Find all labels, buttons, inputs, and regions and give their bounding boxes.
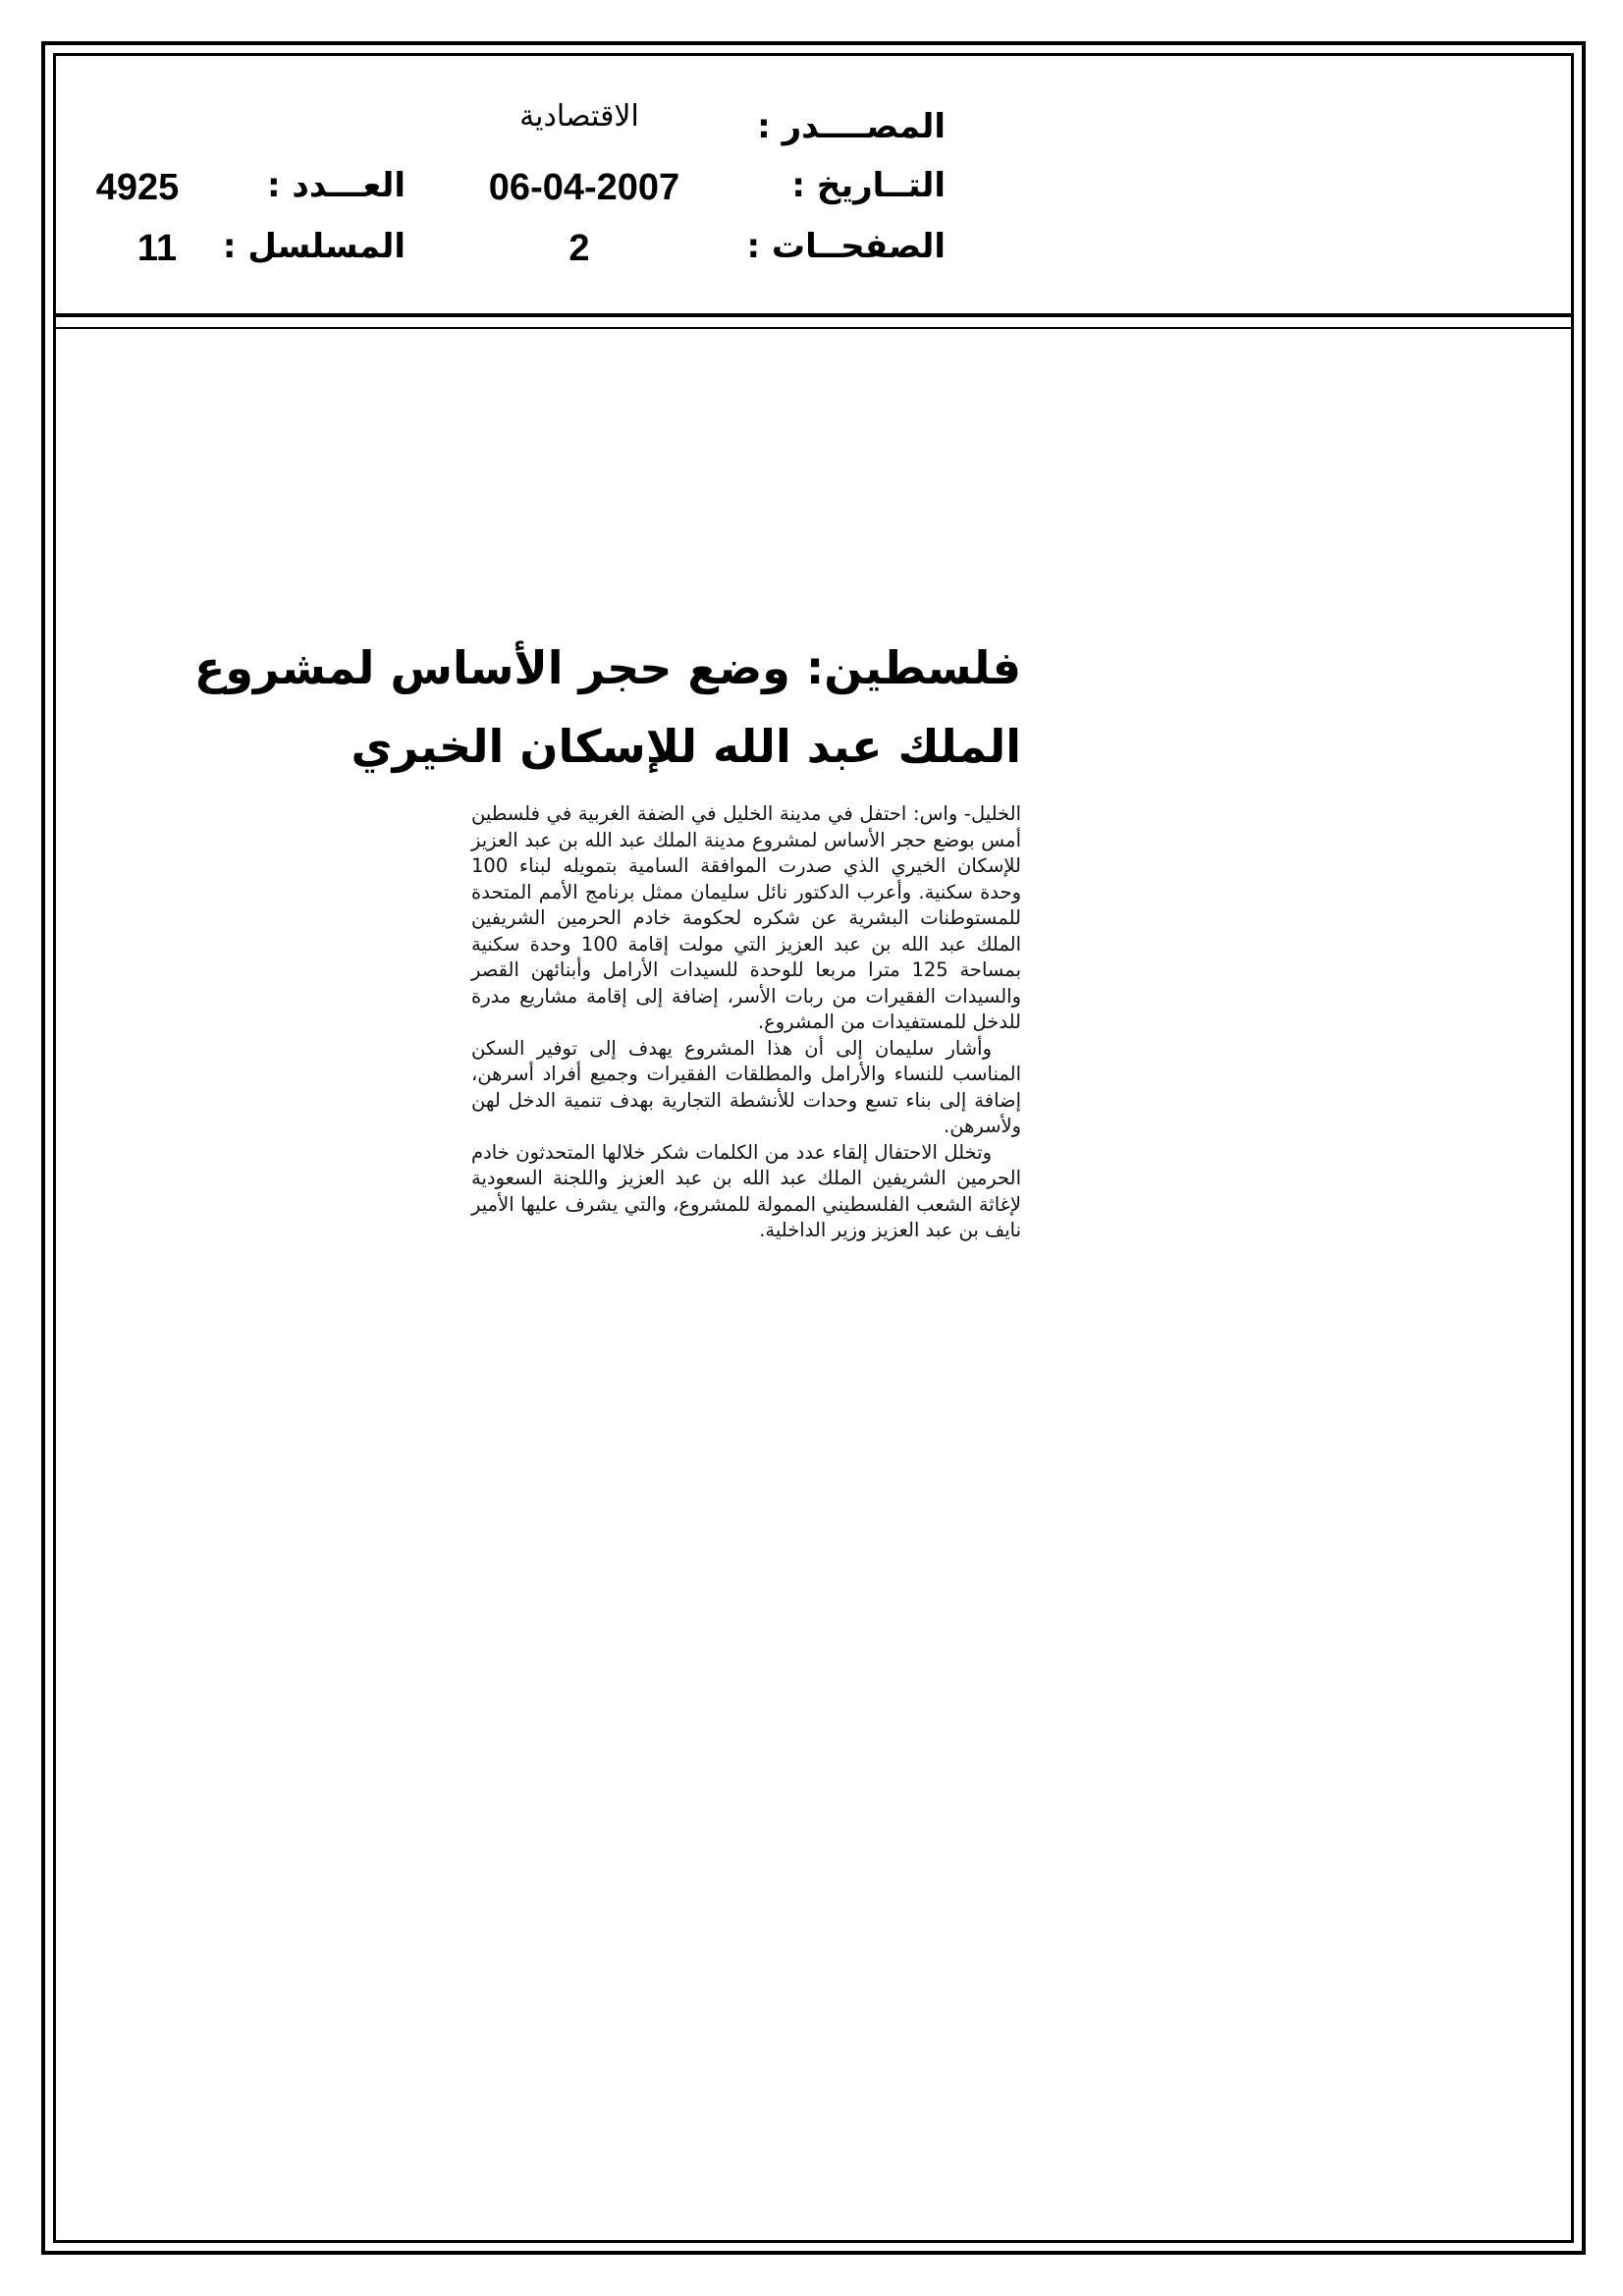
source-value: الاقتصادية [519, 99, 639, 134]
article-clipping [193, 629, 1021, 1244]
date-value: 06-04-2007 [488, 167, 680, 208]
serial-value: 11 [136, 228, 178, 269]
article-paragraph-3: وتخلل الاحتفال إلقاء عدد من الكلمات شكر خلالها المتحدثون خادم الحرمين الشريفين الملك عبد الله بن عبد العزيز واللجنة السعودية لإغاثة الشعب الفلسطيني الممولة للمشروع، والتي يشرف عليها الأمير نايف بن عبد العزيز وزير الداخلية. [471, 1140, 1021, 1241]
header-separator-thick [53, 313, 1574, 317]
issue-value: 4925 [95, 167, 180, 208]
date-label: التــاريخ : [791, 166, 946, 205]
article-paragraph-2: وأشار سليمان إلى أن هذا المشروع يهدف إلى توفير السكن المناسب للنساء والأرامل والمطلقات الفقيرات وجميع أفراد أسرهن، إضافة إلى بناء تسع وحدات للأنشطة التجارية بهدف تنمية الدخل لهن ولأسرهن. [471, 1036, 1021, 1137]
headline-line-1: فلسطين: وضع حجر الأساس لمشروع [193, 641, 1021, 694]
headline-line-2: الملك عبد الله للإسكان الخيري [351, 720, 1021, 773]
pages-label: الصفحــات : [746, 227, 946, 266]
serial-label: المسلسل : [222, 227, 406, 266]
pages-value: 2 [568, 228, 590, 269]
header-separator-thin [53, 327, 1574, 329]
issue-label: العـــدد : [267, 166, 406, 205]
article-paragraph-1: الخليل- واس: احتفل في مدينة الخليل في الضفة الغربية في فلسطين أمس بوضع حجر الأساس لمشروع مدينة الملك عبد الله بن عبد العزيز للإسكان الخيري الذي صدرت الموافقة السامية بتمويله لبناء 100 وحدة سكنية. وأعرب الدكتور نائل سليمان ممثل برنامج الأمم المتحدة للمستوطنات البشرية عن شكره لحكومة خادم الحرمين الشريفين الملك عبد الله بن عبد العزيز التي مولت إقامة 100 وحدة سكنية بمساحة 125 مترا مربعا للوحدة للسيدات الأرامل وأبنائهن القصر والسيدات الفقيرات من ربات الأسر، إضافة إلى إقامة مشاريع مدرة للدخل للمستفيدات من المشروع. [471, 802, 1021, 1033]
article-body [471, 801, 1021, 1244]
source-label: المصــــدر : [757, 107, 946, 146]
